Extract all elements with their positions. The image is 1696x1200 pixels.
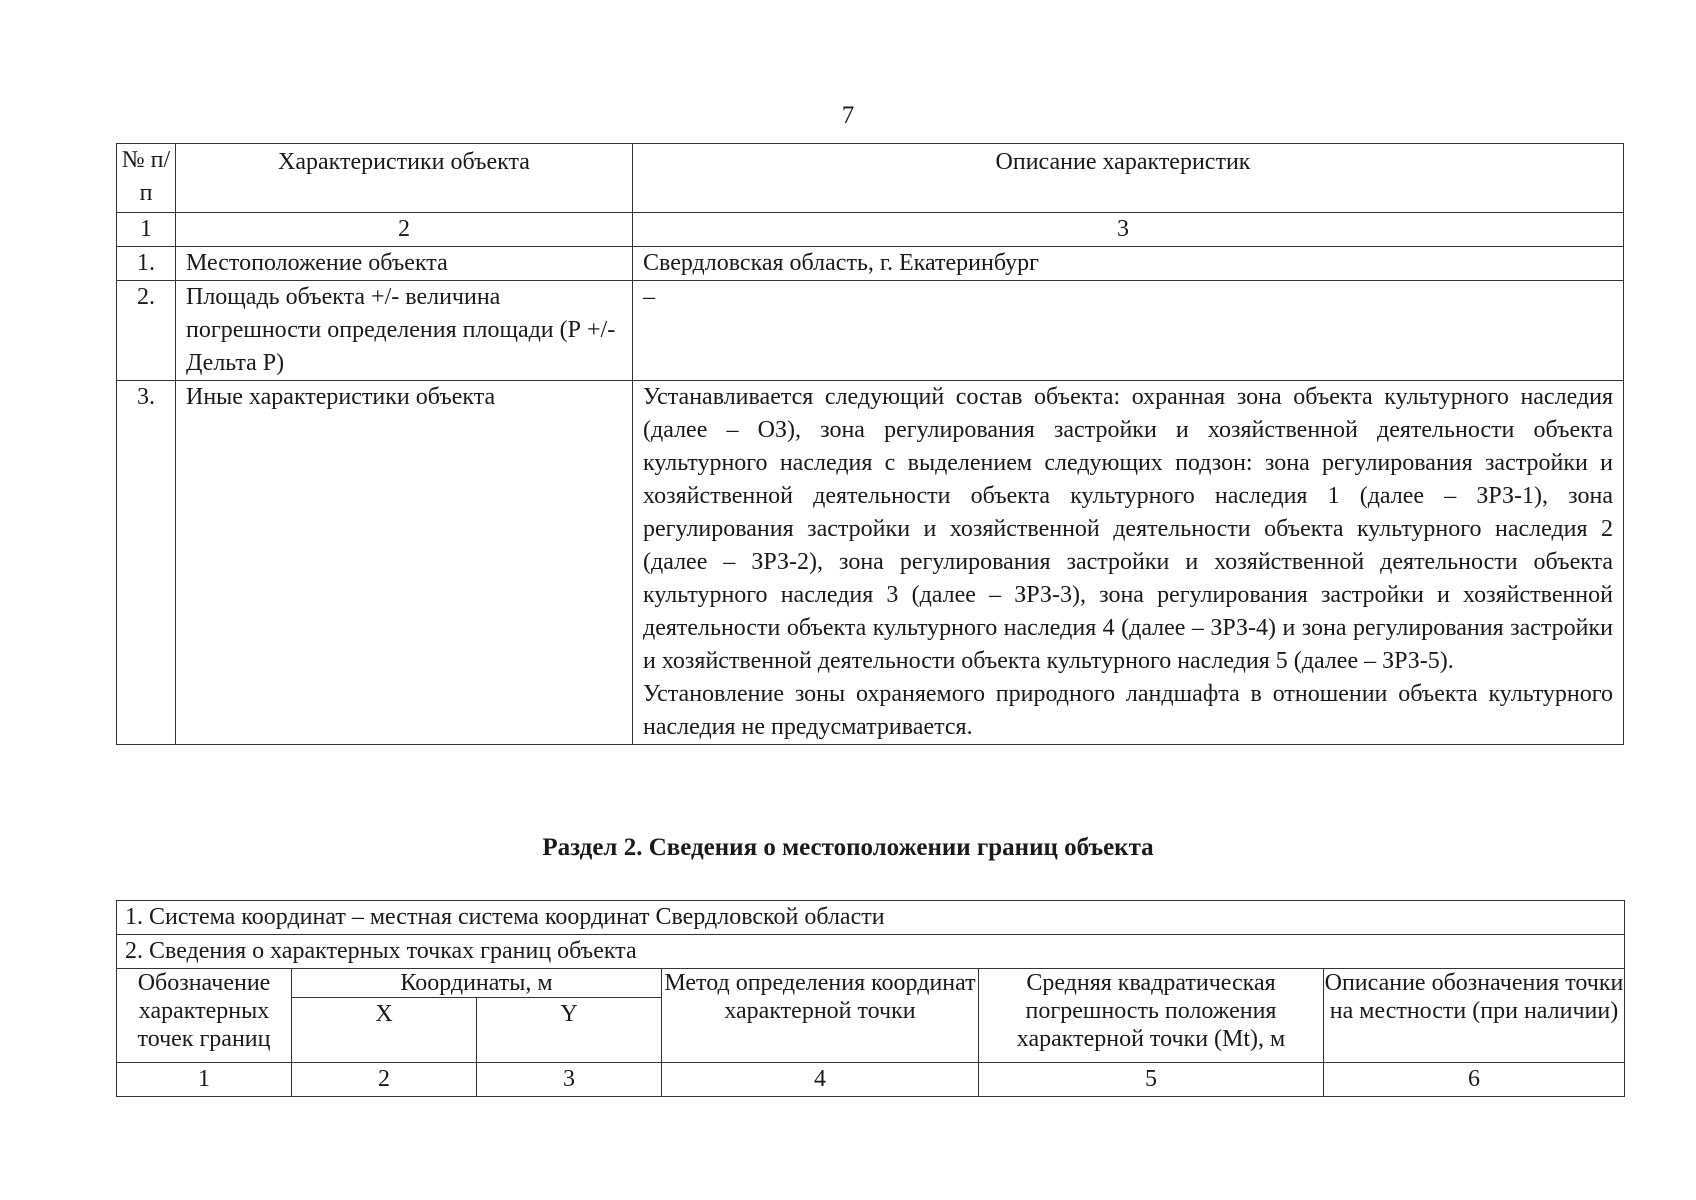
row-description: Свердловская область, г. Екатеринбург	[633, 247, 1624, 281]
column-number: 2	[176, 213, 633, 247]
column-number: 1	[117, 1063, 292, 1097]
column-number: 1	[117, 213, 176, 247]
description-paragraph: Устанавливается следующий состав объекта: охранная зона объекта культурного наследия (далее – ОЗ), зона регулирования застройки и хозяйственной деятельности объекта культурного наследия с выделением следующих подзон: зона регулирования застройки и хозяйственной деятельности объекта культурного наследия 1 (далее – ЗРЗ-1), зона регулирования застройки и хозяйственной деятельности объекта культурного наследия 2 (далее – ЗРЗ-2), зона регулирования застройки и хозяйственной деятельности объекта культурного наследия 3 (далее – ЗРЗ-3), зона регулирования застройки и хозяйственной деятельности объекта культурного наследия 4 (далее – ЗРЗ-4) и зона регулирования застройки и хозяйственной деятельности объекта культурного наследия 5 (далее – ЗРЗ-5).	[643, 384, 1613, 674]
header-mean-error: Средняя квадратическая погрешность положения характерной точки (Mt), м	[979, 969, 1324, 1063]
header-num: № п/п	[117, 144, 176, 213]
row-number: 2.	[117, 281, 176, 381]
table-header-row	[117, 144, 1624, 213]
header-designation: Обозначение характерных точек границ	[117, 969, 292, 1063]
coordinate-system-text: 1. Система координат – местная система координат Свердловской области	[117, 901, 1625, 935]
column-number: 3	[477, 1063, 662, 1097]
row-description	[633, 381, 1624, 745]
header-point-description: Описание обозначения точки на местности (при наличии)	[1324, 969, 1625, 1063]
boundary-points-table	[116, 900, 1625, 1097]
row-number: 1.	[117, 247, 176, 281]
table-row	[117, 247, 1624, 281]
header-characteristics: Характеристики объекта	[176, 144, 633, 213]
header-y: Y	[477, 998, 662, 1063]
column-number: 5	[979, 1063, 1324, 1097]
row-characteristic: Местоположение объекта	[176, 247, 633, 281]
header-x: X	[292, 998, 477, 1063]
header-method: Метод определения координат характерной точки	[662, 969, 979, 1063]
header-coordinates: Координаты, м	[292, 969, 662, 998]
object-characteristics-table	[116, 143, 1624, 745]
page-number: 7	[841, 102, 855, 129]
row-characteristic: Площадь объекта +/- величина погрешности определения площади (Р +/- Дельта Р)	[176, 281, 633, 381]
column-number: 4	[662, 1063, 979, 1097]
coordinate-system-row	[117, 901, 1625, 935]
table-row	[117, 381, 1624, 745]
boundary-points-caption-row	[117, 935, 1625, 969]
description-paragraph: Установление зоны охраняемого природного ландшафта в отношении объекта культурного наследия не предусматривается.	[643, 681, 1613, 740]
row-description: –	[633, 281, 1624, 381]
column-number: 3	[633, 213, 1624, 247]
column-number: 6	[1324, 1063, 1625, 1097]
column-number-row	[117, 1063, 1625, 1097]
column-number: 2	[292, 1063, 477, 1097]
section-title: Раздел 2. Сведения о местоположении границ объекта	[542, 834, 1154, 861]
row-number: 3.	[117, 381, 176, 745]
table-header-row	[117, 969, 1625, 998]
header-description: Описание характеристик	[633, 144, 1624, 213]
boundary-points-caption: 2. Сведения о характерных точках границ объекта	[117, 935, 1625, 969]
table-row	[117, 281, 1624, 381]
column-number-row	[117, 213, 1624, 247]
row-characteristic: Иные характеристики объекта	[176, 381, 633, 745]
